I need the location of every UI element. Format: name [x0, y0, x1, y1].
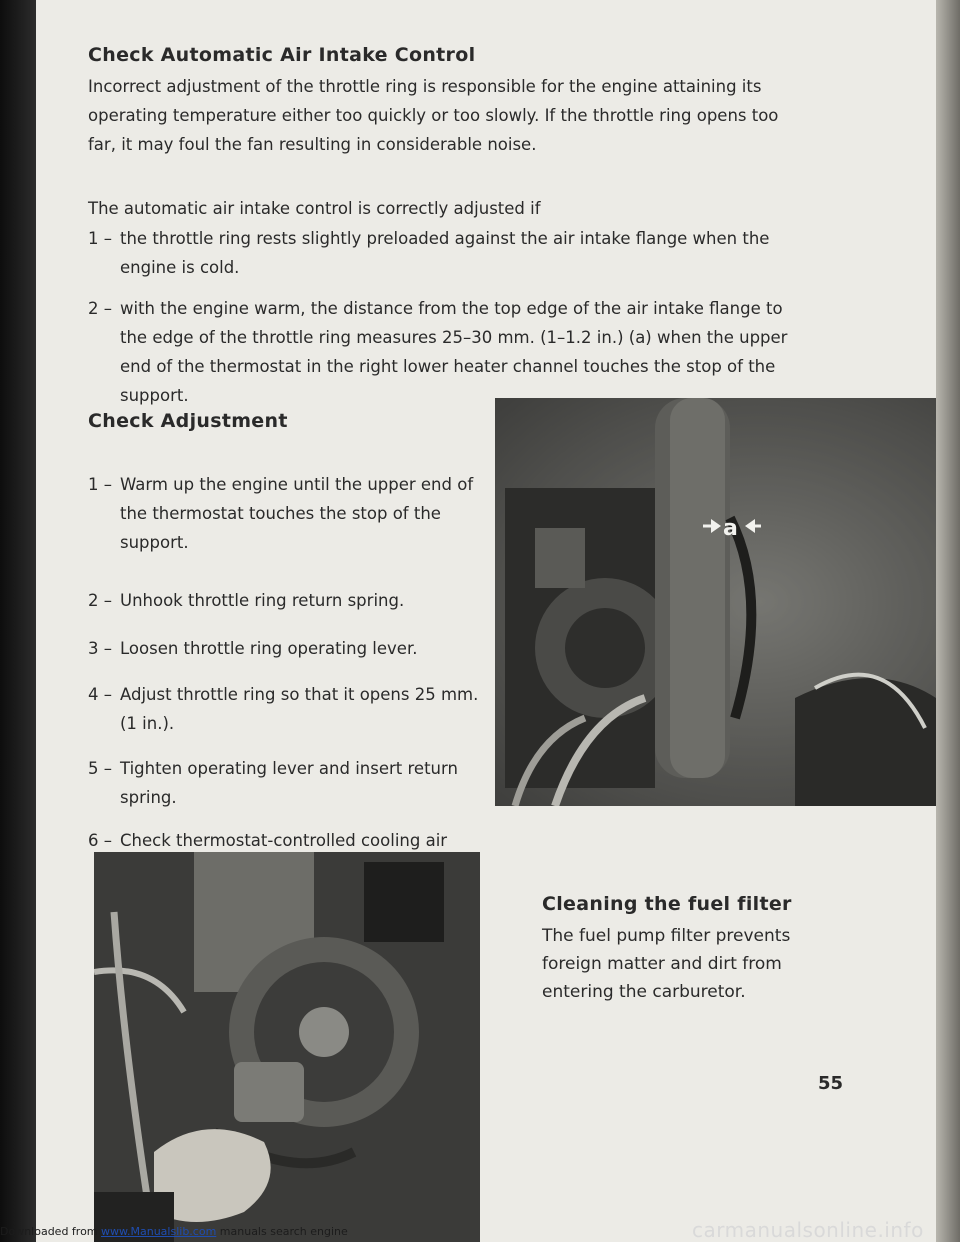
footer-suffix: manuals search engine: [216, 1225, 348, 1238]
dimension-label-a: a: [723, 516, 738, 541]
page-number: 55: [818, 1073, 844, 1094]
step-item: [88, 586, 488, 615]
condition-item: [88, 294, 798, 410]
step-number: 4 –: [88, 685, 112, 704]
section-title-check-adjustment: Check Adjustment: [88, 410, 288, 432]
step-number: 6 –: [88, 831, 112, 850]
page-binding-shadow: [0, 0, 36, 1242]
manual-page: [36, 0, 936, 1242]
intro-paragraph: Incorrect adjustment of the throttle ring is responsible for the engine attaining its operating temperature either too quickly or too slowly. If the throttle ring opens too far, it may foul the fan resulting in considerable noise.: [88, 77, 779, 154]
download-footer: [0, 1225, 348, 1238]
step-item: [88, 680, 488, 738]
step-text: Unhook throttle ring return spring.: [120, 591, 405, 610]
throttle-ring-illustration: [495, 398, 936, 806]
fuel-pump-photo: [94, 852, 480, 1242]
step-item: [88, 470, 488, 557]
step-number: 3 –: [88, 639, 112, 658]
step-text: Warm up the engine until the upper end of the thermostat touches the stop of the support.: [120, 475, 474, 552]
step-number: 1 –: [88, 475, 112, 494]
condition-text: the throttle ring rests slightly preloaded against the air intake flange when the engine is cold.: [120, 229, 770, 277]
step-number: 5 –: [88, 759, 112, 778]
step-text: Loosen throttle ring operating lever.: [120, 639, 418, 658]
step-item: [88, 754, 488, 812]
step-text: Adjust throttle ring so that it opens 25 mm. (1 in.).: [120, 685, 479, 733]
fuel-pump-illustration: [94, 852, 480, 1242]
adjusted-if-text: The automatic air intake control is correctly adjusted if: [88, 199, 541, 218]
condition-item: [88, 224, 798, 282]
condition-number: 2 –: [88, 299, 112, 318]
fuel-filter-text: The fuel pump filter prevents foreign matter and dirt from entering the carburetor.: [542, 926, 791, 1002]
throttle-ring-photo: [495, 398, 936, 806]
section-title-air-intake: Check Automatic Air Intake Control: [88, 44, 476, 66]
step-text: Check thermostat-controlled cooling air: [120, 831, 448, 850]
page-edge-shadow: [936, 0, 960, 1242]
step-number: 2 –: [88, 591, 112, 610]
condition-text: with the engine warm, the distance from the top edge of the air intake flange to the edge of the throttle ring measures 25–30 mm. (1–1.2 in.) (a) when the upper end of the thermostat in the right lower heater channel touches the stop of the support.: [120, 299, 788, 405]
step-item: [88, 634, 488, 663]
footer-prefix: Downloaded from: [0, 1225, 102, 1238]
watermark-text: carmanualsonline.info: [692, 1218, 924, 1242]
section-title-fuel-filter: Cleaning the fuel filter: [542, 893, 792, 915]
manualslib-link[interactable]: www.Manualslib.com: [101, 1225, 217, 1238]
step-text: Tighten operating lever and insert return spring.: [120, 759, 458, 807]
condition-number: 1 –: [88, 229, 112, 248]
